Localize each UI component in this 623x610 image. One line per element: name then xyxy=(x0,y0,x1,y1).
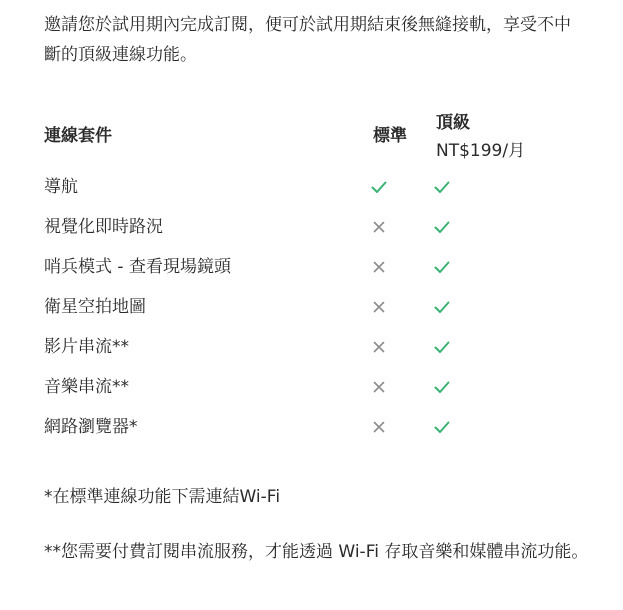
feature-label: 衛星空拍地圖 xyxy=(44,297,146,317)
check-icon xyxy=(369,177,389,197)
feature-row-sentry-mode xyxy=(0,247,623,287)
standard-mark xyxy=(369,337,389,357)
cross-icon xyxy=(369,417,389,437)
header-premium-price: NT$199/月 xyxy=(436,141,526,161)
cross-icon xyxy=(369,257,389,277)
feature-label: 哨兵模式 - 查看現場鏡頭 xyxy=(44,257,231,277)
premium-mark xyxy=(432,177,452,197)
feature-row-music-streaming xyxy=(0,367,623,407)
standard-mark xyxy=(369,257,389,277)
premium-mark xyxy=(432,417,452,437)
check-icon xyxy=(432,337,452,357)
header-standard: 標準 xyxy=(373,126,407,146)
check-icon xyxy=(432,217,452,237)
feature-label: 網路瀏覽器* xyxy=(44,417,138,437)
standard-mark xyxy=(369,177,389,197)
intro-text: 邀請您於試用期內完成訂閱，便可於試用期結束後無縫接軌，享受不中斷的頂級連線功能。 xyxy=(44,15,571,65)
standard-mark xyxy=(369,417,389,437)
premium-mark xyxy=(432,297,452,317)
cross-icon xyxy=(369,337,389,357)
feature-label: 視覺化即時路況 xyxy=(44,217,163,237)
premium-mark xyxy=(432,257,452,277)
wifi-footnote: *在標準連線功能下需連結Wi-Fi xyxy=(44,487,281,507)
feature-label: 影片串流** xyxy=(44,337,129,357)
standard-mark xyxy=(369,217,389,237)
feature-comparison-table xyxy=(0,167,623,447)
check-icon xyxy=(432,177,452,197)
subscription-footnote: **您需要付費訂閱串流服務，才能透過 Wi-Fi 存取音樂和媒體串流功能。 xyxy=(44,542,589,562)
check-icon xyxy=(432,377,452,397)
cross-icon xyxy=(369,377,389,397)
feature-label: 音樂串流** xyxy=(44,377,129,397)
check-icon xyxy=(432,257,452,277)
header-premium xyxy=(436,109,606,165)
header-premium-title: 頂級 xyxy=(436,113,470,133)
cross-icon xyxy=(369,217,389,237)
standard-mark xyxy=(369,377,389,397)
premium-mark xyxy=(432,337,452,357)
standard-mark xyxy=(369,297,389,317)
check-icon xyxy=(432,417,452,437)
premium-mark xyxy=(432,377,452,397)
feature-row-live-traffic xyxy=(0,207,623,247)
header-package: 連線套件 xyxy=(44,126,112,146)
cross-icon xyxy=(369,297,389,317)
feature-row-video-streaming xyxy=(0,327,623,367)
feature-row-web-browser xyxy=(0,407,623,447)
feature-row-navigation xyxy=(0,167,623,207)
check-icon xyxy=(432,297,452,317)
feature-label: 導航 xyxy=(44,177,78,197)
feature-row-satellite-map xyxy=(0,287,623,327)
premium-mark xyxy=(432,217,452,237)
